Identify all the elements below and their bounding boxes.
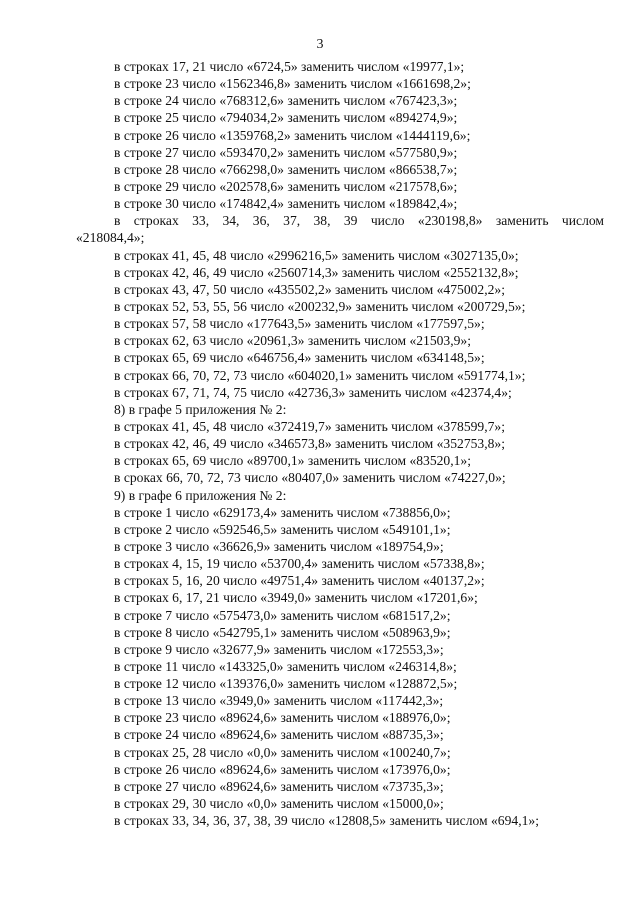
amendment-line: в строке 8 число «542795,1» заменить числом «508963,9»; <box>114 624 451 640</box>
amendment-line: в строке 25 число «794034,2» заменить числом «894274,9»; <box>114 110 458 126</box>
amendment-line: 9) в графе 6 приложения № 2: <box>114 487 287 503</box>
page-number: 3 <box>316 37 324 52</box>
amendment-line: в строках 67, 71, 74, 75 число «42736,3» заменить числом «42374,4»; <box>114 384 512 400</box>
amendment-line: в строках 25, 28 число «0,0» заменить числом «100240,7»; <box>114 744 451 760</box>
amendment-line: в строках 57, 58 число «177643,5» заменить числом «177597,5»; <box>114 316 485 332</box>
amendment-line: в сроках 66, 70, 72, 73 число «80407,0» заменить числом «74227,0»; <box>114 470 506 486</box>
amendment-line: в строке 1 число «629173,4» заменить числом «738856,0»; <box>114 504 451 520</box>
amendment-line: в строках 52, 53, 55, 56 число «200232,9» заменить числом «200729,5»; <box>114 298 526 314</box>
amendment-line: в строках 17, 21 число «6724,5» заменить числом «19977,1»; <box>114 59 465 74</box>
amendment-line: в строке 23 число «89624,6» заменить числом «188976,0»; <box>114 710 451 726</box>
amendment-line: в строке 11 число «143325,0» заменить числом «246314,8»; <box>114 658 457 674</box>
amendment-line: в строке 9 число «32677,9» заменить числом «172553,3»; <box>114 641 444 657</box>
amendment-line: в строке 27 число «593470,2» заменить числом «577580,9»; <box>114 144 458 160</box>
amendment-line: в строках 41, 45, 48 число «2996216,5» заменить числом «3027135,0»; <box>114 247 519 263</box>
amendment-line: в строках 65, 69 число «646756,4» заменить числом «634148,5»; <box>114 350 485 366</box>
amendment-line: в строке 30 число «174842,4» заменить числом «189842,4»; <box>114 196 458 212</box>
amendment-line: в строке 23 число «1562346,8» заменить числом «1661698,2»; <box>114 76 471 92</box>
amendment-line: в строках 4, 15, 19 число «53700,4» заменить числом «57338,8»; <box>114 556 485 572</box>
amendment-line: в строках 5, 16, 20 число «49751,4» заменить числом «40137,2»; <box>114 573 485 589</box>
amendment-line: в строках 43, 47, 50 число «435502,2» заменить числом «475002,2»; <box>114 281 505 297</box>
amendment-line: в строках 42, 46, 49 число «346573,8» заменить числом «352753,8»; <box>114 436 505 452</box>
amendment-line: в строке 3 число «36626,9» заменить числом «189754,9»; <box>114 538 444 554</box>
amendment-line: в строке 29 число «202578,6» заменить числом «217578,6»; <box>114 178 458 194</box>
amendment-line: в строках 33, 34, 36, 37, 38, 39 число «12808,5» заменить числом «694,1»; <box>114 813 539 829</box>
amendment-line: в строке 27 число «89624,6» заменить числом «73735,3»; <box>114 778 444 794</box>
amendment-list <box>0 58 640 829</box>
amendment-line: в строках 65, 69 число «89700,1» заменить числом «83520,1»; <box>114 453 472 469</box>
amendment-line: в строке 2 число «592546,5» заменить числом «549101,1»; <box>114 521 451 537</box>
amendment-line: в строках 6, 17, 21 число «3949,0» заменить числом «17201,6»; <box>114 590 478 606</box>
amendment-line: в строке 12 число «139376,0» заменить числом «128872,5»; <box>114 676 458 692</box>
amendment-line: в строке 26 число «89624,6» заменить числом «173976,0»; <box>114 761 451 777</box>
amendment-line: в строках 33, 34, 36, 37, 38, 39 число «230198,8» заменить числом <box>114 213 604 229</box>
amendment-line: в строках 66, 70, 72, 73 число «604020,1» заменить числом «591774,1»; <box>114 367 526 383</box>
amendment-line: в строке 24 число «89624,6» заменить числом «88735,3»; <box>114 727 444 743</box>
amendment-line: в строках 62, 63 число «20961,3» заменить числом «21503,9»; <box>114 333 472 349</box>
amendment-line: в строке 26 число «1359768,2» заменить числом «1444119,6»; <box>114 127 471 143</box>
amendment-line: в строках 41, 45, 48 число «372419,7» заменить числом «378599,7»; <box>114 418 505 434</box>
amendment-line: в строке 24 число «768312,6» заменить числом «767423,3»; <box>114 93 458 109</box>
amendment-line: в строке 7 число «575473,0» заменить числом «681517,2»; <box>114 607 451 623</box>
amendment-line: «218084,4»; <box>76 230 145 246</box>
amendment-line: в строках 29, 30 число «0,0» заменить числом «15000,0»; <box>114 796 444 812</box>
amendment-line: в строке 28 число «766298,0» заменить числом «866538,7»; <box>114 161 458 177</box>
amendment-line: в строке 13 число «3949,0» заменить числом «117442,3»; <box>114 693 444 709</box>
amendment-line: в строках 42, 46, 49 число «2560714,3» заменить числом «2552132,8»; <box>114 264 519 280</box>
amendment-line: 8) в графе 5 приложения № 2: <box>114 401 287 417</box>
